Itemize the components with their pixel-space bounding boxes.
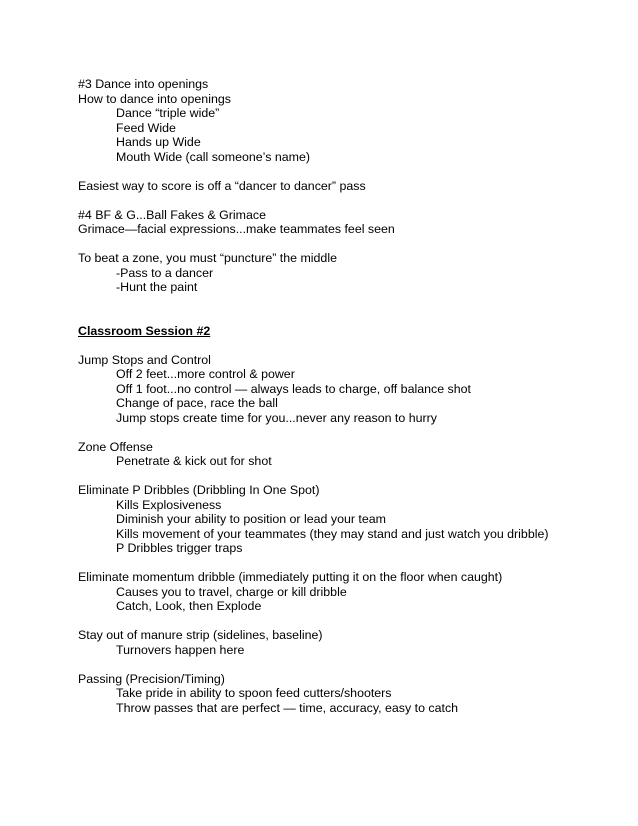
list-item: Feed Wide [116, 120, 176, 135]
spacer [78, 295, 618, 310]
spacer [78, 657, 618, 672]
list-item: -Hunt the paint [116, 280, 198, 294]
section-title: Passing (Precision/Timing) [78, 671, 225, 686]
section-zone-offense [78, 440, 618, 469]
section-jump-stops [78, 353, 618, 426]
list-item: Off 2 feet...more control & power [116, 367, 295, 381]
list-item: Penetrate & kick out for shot [116, 454, 272, 468]
list-item: Jump stops create time for you...never any reason to hurry [116, 410, 437, 425]
section-easiest-way [78, 179, 618, 194]
section-title: To beat a zone, you must “puncture” the middle [78, 251, 337, 265]
list-item: Hands up Wide [116, 135, 201, 149]
list-item: Diminish your ability to position or lead your team [116, 512, 386, 526]
section-title: #3 Dance into openings [78, 77, 209, 91]
list-item: Take pride in ability to spoon feed cutters/shooters [116, 686, 392, 700]
spacer [78, 164, 618, 179]
spacer [78, 614, 618, 629]
section-title: Zone Offense [78, 439, 153, 454]
list-item: Dance “triple wide” [116, 106, 220, 120]
list-item: -Pass to a dancer [116, 265, 214, 280]
list-item: Mouth Wide (call someone’s name) [116, 149, 310, 164]
list-item: Turnovers happen here [116, 642, 245, 657]
list-item: Kills Explosiveness [116, 497, 222, 512]
list-item: Kills movement of your teammates (they may stand and just watch you dribble) [116, 526, 549, 541]
section-beat-a-zone [78, 251, 618, 295]
spacer [78, 338, 618, 353]
section-title: Eliminate momentum dribble (immediately putting it on the floor when caught) [78, 570, 503, 584]
list-item: How to dance into openings [78, 91, 231, 106]
list-item: Catch, Look, then Explode [116, 599, 262, 613]
section-title: #4 BF & G...Ball Fakes & Grimace [78, 207, 266, 222]
section-title: Easiest way to score is off a “dancer to dancer” pass [78, 178, 366, 193]
document-body [78, 77, 618, 715]
list-item: Grimace—facial expressions...make teammates feel seen [78, 222, 395, 236]
section-title: Stay out of manure strip (sidelines, baseline) [78, 628, 323, 642]
section-title: Eliminate P Dribbles (Dribbling In One Spot) [78, 483, 320, 497]
spacer [78, 193, 618, 208]
section-eliminate-momentum-dribble [78, 570, 618, 614]
spacer [78, 469, 618, 484]
list-item: Causes you to travel, charge or kill dribble [116, 584, 347, 599]
spacer [78, 556, 618, 571]
section-dance-into-openings [78, 77, 618, 164]
list-item: P Dribbles trigger traps [116, 541, 243, 555]
list-item: Throw passes that are perfect — time, accuracy, easy to catch [116, 700, 459, 715]
section-eliminate-p-dribbles [78, 483, 618, 556]
section-ball-fakes-grimace [78, 208, 618, 237]
spacer [78, 309, 618, 324]
section-title: Jump Stops and Control [78, 352, 211, 367]
list-item: Change of pace, race the ball [116, 396, 278, 410]
section-passing [78, 672, 618, 716]
spacer [78, 237, 618, 252]
list-item: Off 1 foot...no control — always leads to charge, off balance shot [116, 381, 471, 396]
section-manure-strip [78, 628, 618, 657]
spacer [78, 425, 618, 440]
classroom-session-heading: Classroom Session #2 [78, 323, 211, 338]
